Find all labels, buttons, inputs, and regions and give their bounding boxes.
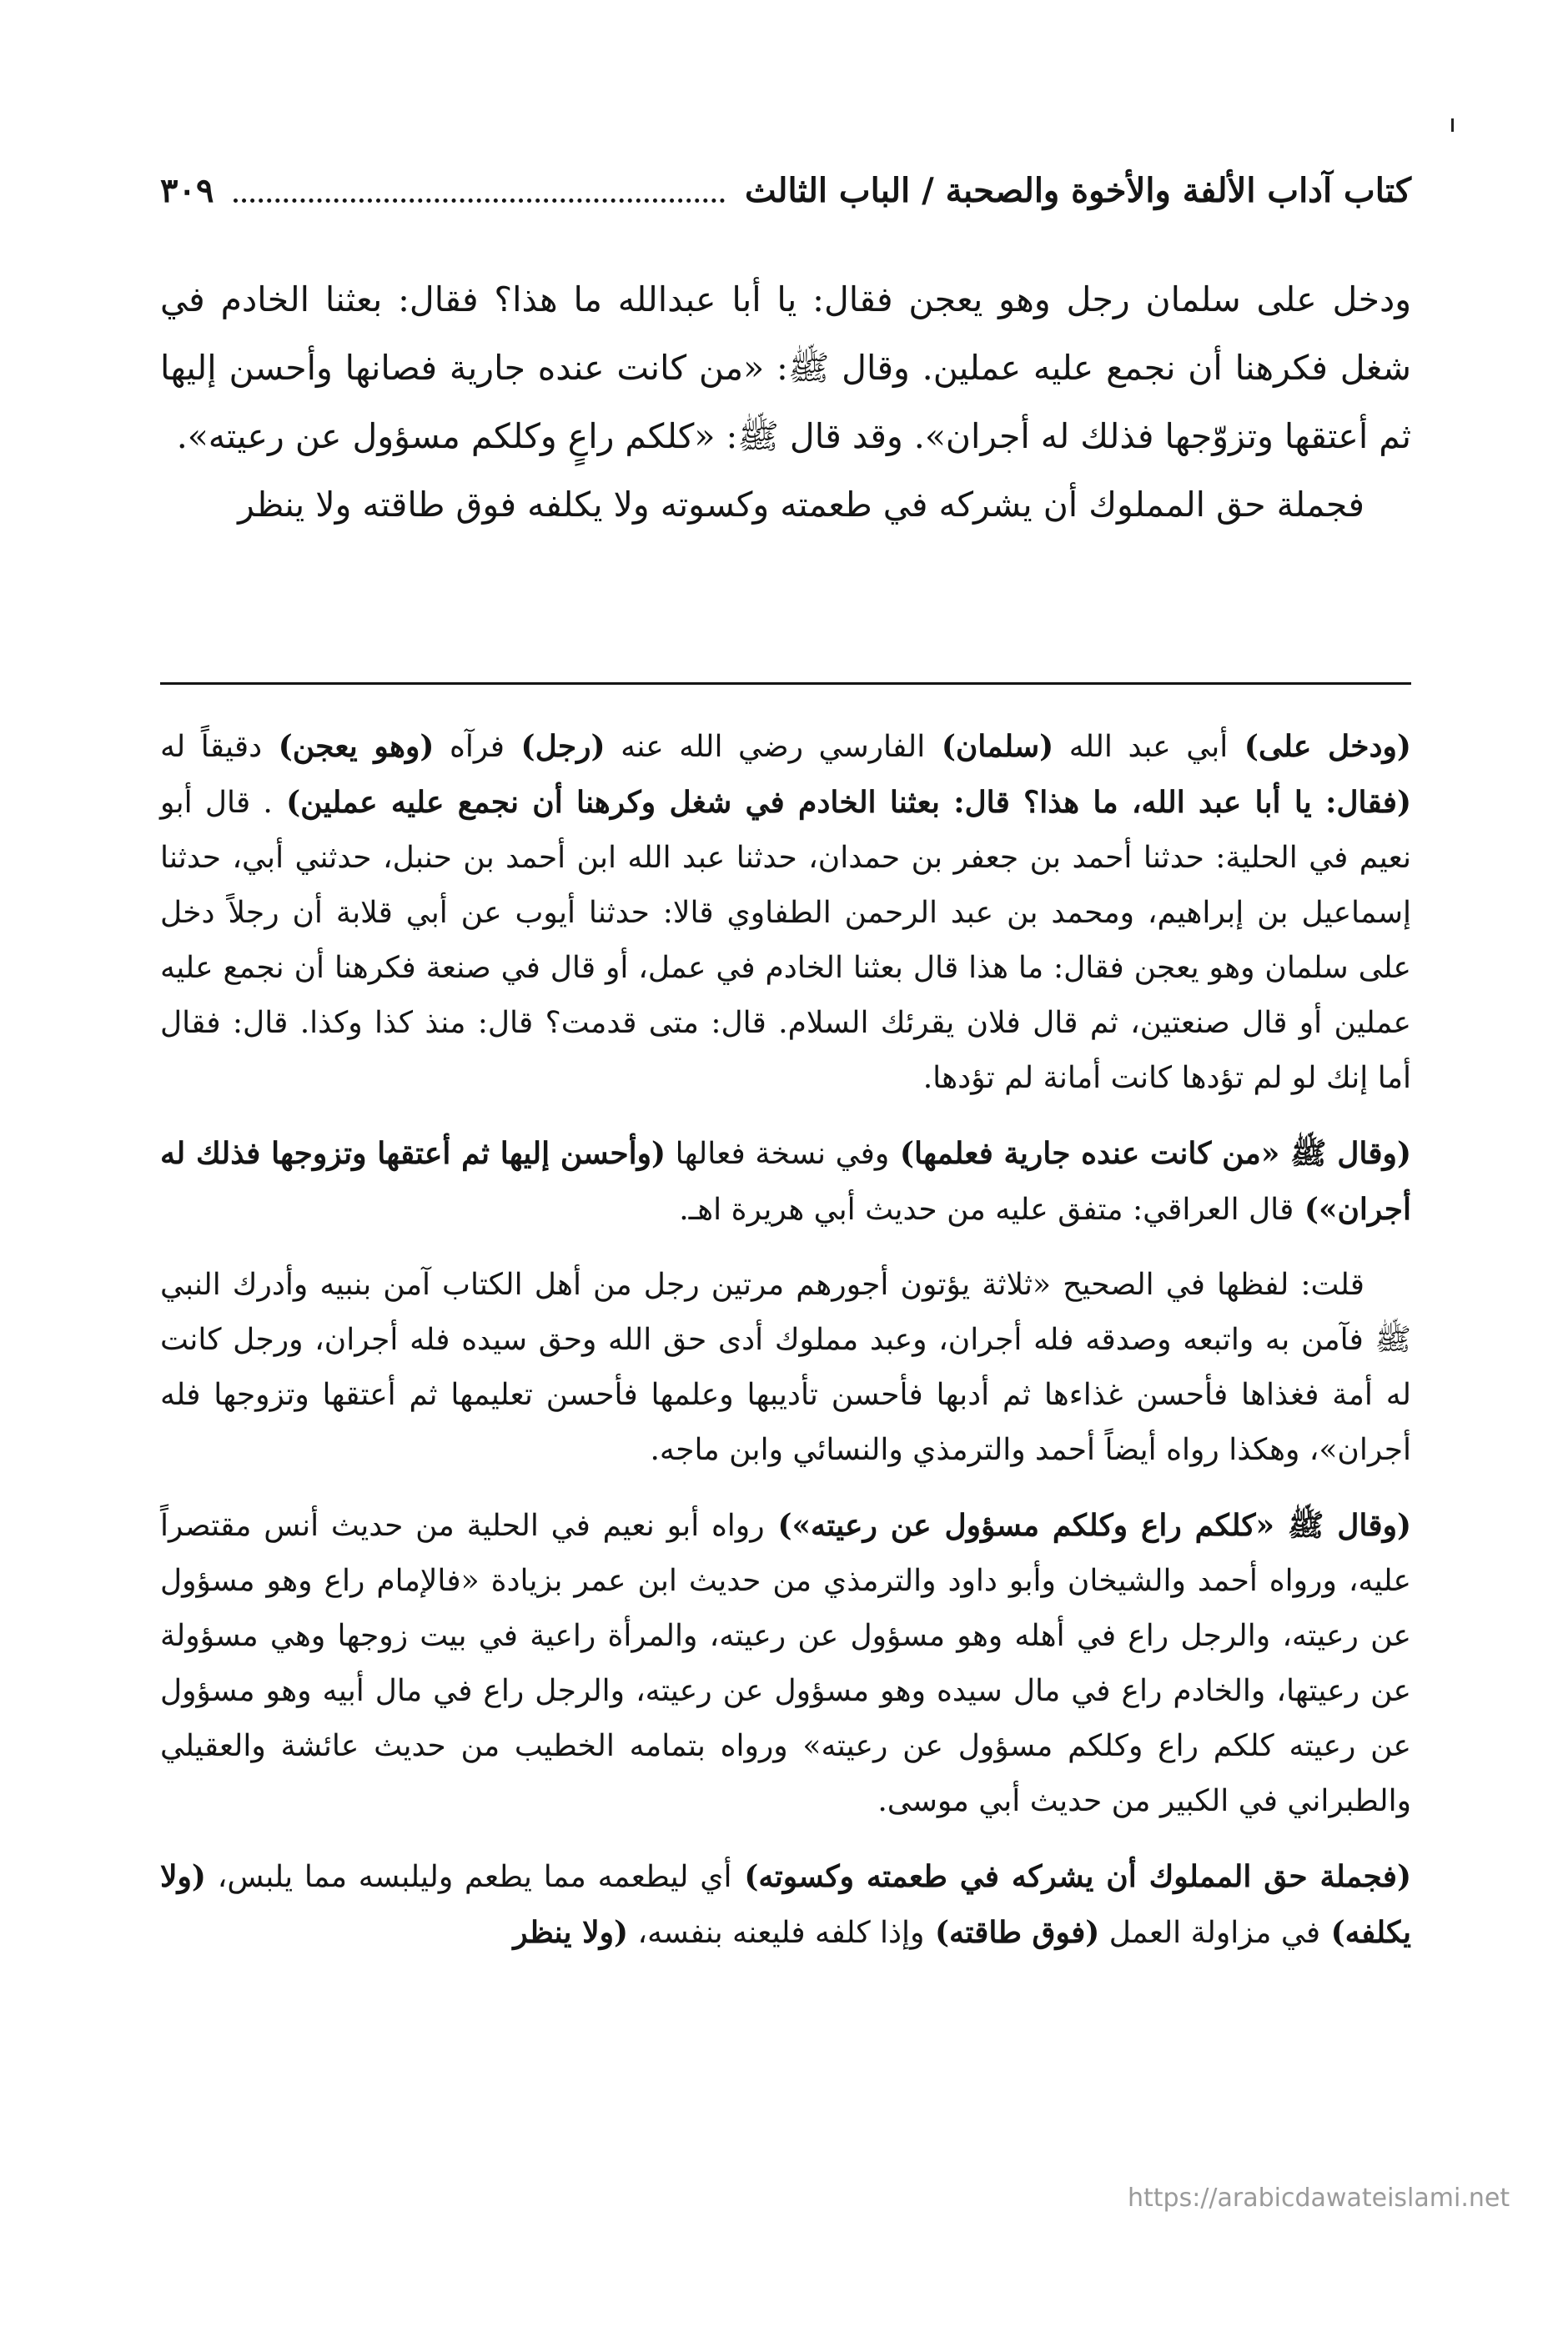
commentary — [160, 719, 1411, 1981]
commentary-text: دقيقاً له — [160, 730, 263, 764]
quoted-matn: (وقال ﷺ «كلكم راع وكلكم مسؤول عن رعيته») — [764, 1508, 1411, 1543]
commentary-text: قلت: لفظها في الصحيح «ثلاثة يؤتون أجورهم مرتين رجل من أهل الكتاب آمن بنبيه وأدرك النبي ﷺ فآمن به واتبعه وصدقه فله أجران، وعبد مملوك أدى حق الله وحق سيده فله أجران، ورجل كانت له أمة فغذاها فأحسن غذاءها ثم أدبها فأحسن تأديبها وعلمها فأحسن تعليمها ثم أعتقها وتزوجها فله أجران»، وهكذا رواه أيضاً أحمد والترمذي والنسائي وابن ماجه. — [160, 1268, 1412, 1467]
quoted-matn: (وهو يعجن) — [262, 729, 435, 764]
commentary-text: فرآه — [434, 730, 505, 764]
quoted-matn: (ولا ينظر — [513, 1915, 629, 1950]
commentary-text: في مزاولة العمل — [1099, 1916, 1321, 1950]
quoted-matn: (ولا يكلفه) — [160, 1859, 1411, 1950]
running-title: كتاب آداب الألفة والأخوة والصحبة / الباب الثالث — [744, 170, 1411, 210]
quoted-matn: (فوق طاقته) — [924, 1915, 1100, 1950]
quoted-matn: (سلمان) — [925, 729, 1054, 764]
commentary-paragraph — [160, 1498, 1411, 1829]
main-paragraph-1: ودخل على سلمان رجل وهو يعجن فقال: يا أبا عبدالله ما هذا؟ فقال: بعثنا الخادم في شغل فكرهنا أن نجمع عليه عملين. وقال ﷺ: «من كانت عنده جارية فصانها وأحسن إليها ثم أعتقها وتزوّجها فذلك له أجران». وقد قال ﷺ: «كلكم راعٍ وكلكم مسؤول عن رعيته». — [160, 279, 1411, 456]
commentary-paragraph — [160, 1258, 1411, 1478]
source-watermark: https://arabicdawateislami.net — [1128, 2184, 1510, 2213]
book-page — [160, 0, 1510, 2332]
commentary-paragraph — [160, 1126, 1411, 1238]
footnote-separator — [160, 682, 1411, 685]
commentary-text: رواه أبو نعيم في الحلية من حديث أنس مقتصراً عليه، ورواه أحمد والشيخان وأبو داود والترمذي من حديث ابن عمر بزيادة «فالإمام راع وهو مسؤول عن رعيته، والرجل راع في أهله وهو مسؤول عن رعيته، والمرأة راعية في بيت زوجها وهي مسؤولة عن رعيتها، والخادم راع في مال سيده وهو مسؤول عن رعيته، والرجل راع في مال أبيه وهو مسؤول عن رعيته كلكم راع وكلكم مسؤول عن رعيته» ورواه بتمامه الخطيب من حديث عائشة والعقيلي والطبراني في الكبير من حديث أبي موسى. — [160, 1509, 1411, 1818]
commentary-text: قال العراقي: متفق عليه من حديث أبي هريرة اهـ. — [679, 1193, 1294, 1227]
commentary-text: وإذا كلفه فليعنه بنفسه، — [628, 1916, 925, 1950]
commentary-text: الفارسي رضي الله عنه — [605, 730, 926, 764]
commentary-paragraph — [160, 719, 1411, 1106]
commentary-text: أي ليطعمه مما يطعم وليلبسه مما يلبس، — [205, 1860, 732, 1894]
main-paragraph-2: فجملة حق المملوك أن يشركه في طعمته وكسوته ولا يكلفه فوق طاقته ولا ينظر — [238, 485, 1364, 525]
commentary-text: أبي عبد الله — [1053, 730, 1229, 764]
quoted-matn: (ودخل على) — [1228, 729, 1411, 764]
quoted-matn: (وأحسن إليها ثم أعتقها وتزوجها فذلك له أجران») — [160, 1136, 1411, 1227]
page-number: ٣٠٩ — [160, 170, 214, 210]
running-header — [160, 157, 1411, 224]
quoted-matn: (فجملة حق المملوك أن يشركه في طعمته وكسوته) — [731, 1859, 1412, 1894]
quoted-matn: (وقال ﷺ «من كانت عنده جارية فعلمها) — [889, 1136, 1411, 1171]
commentary-text: وفي نسخة فعالها — [666, 1137, 890, 1171]
quoted-matn: (فقال: يا أبا عبد الله، ما هذا؟ قال: بعثنا الخادم في شغل وكرهنا أن نجمع عليه عملين) — [272, 785, 1411, 820]
stray-ink-mark — [1451, 118, 1454, 132]
main-text — [160, 265, 1411, 539]
commentary-text: . قال أبو نعيم في الحلية: حدثنا أحمد بن جعفر بن حمدان، حدثنا عبد الله ابن أحمد بن حنبل، حدثني أبي، حدثنا إسماعيل بن إبراهيم، ومحمد بن عبد الرحمن الطفاوي قالا: حدثنا أيوب عن أبي قلابة أن رجلاً دخل على سلمان وهو يعجن فقال: ما هذا قال بعثنا الخادم في عمل، أو قال في صنعة فكرهنا أن نجمع عليه عملين أو قال صنعتين، ثم قال فلان يقرئك السلام. قال: متى قدمت؟ قال: منذ كذا وكذا. قال: فقال أما إنك لو لم تؤدها كانت أمانة لم تؤدها. — [160, 786, 1411, 1095]
commentary-paragraph — [160, 1849, 1411, 1961]
leader-dots — [234, 178, 725, 203]
quoted-matn: (رجل) — [504, 729, 606, 764]
